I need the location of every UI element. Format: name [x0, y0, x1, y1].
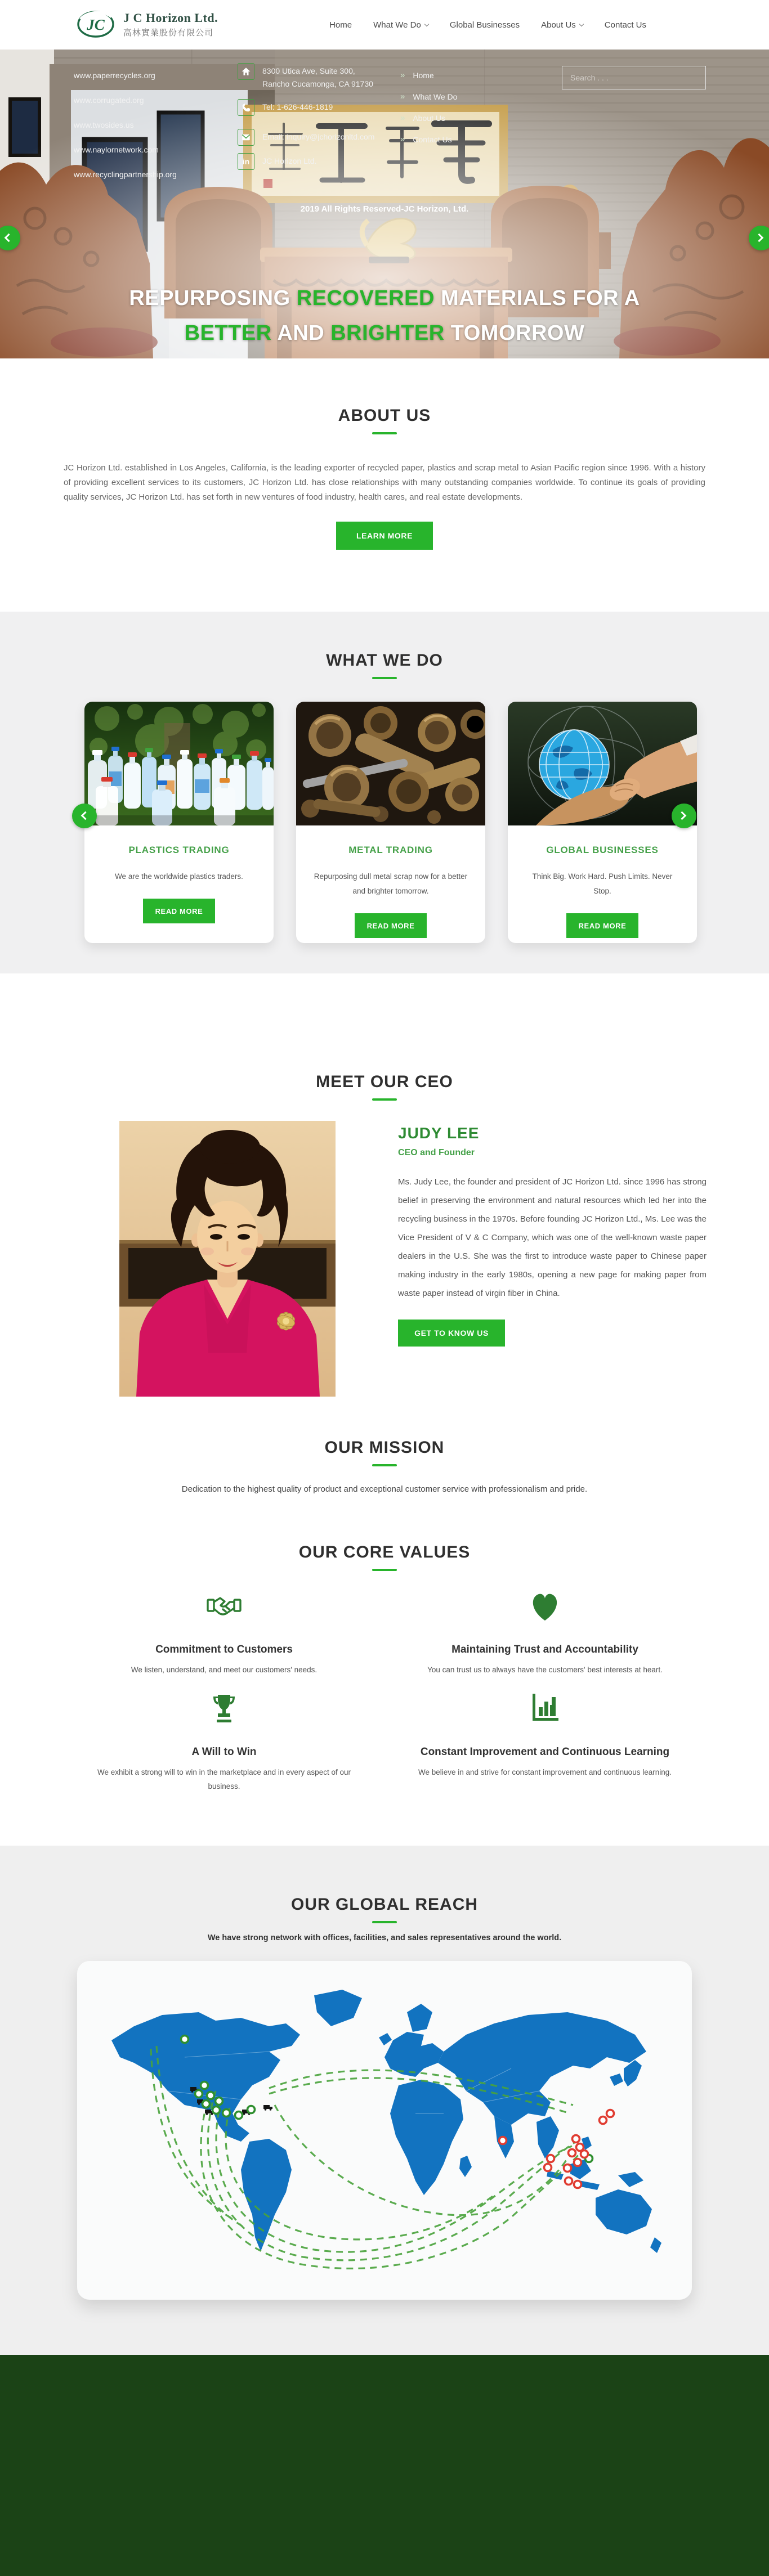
global-reach-subtitle: We have strong network with offices, facilities, and sales representatives around the world.: [207, 1933, 562, 1942]
search-input[interactable]: [562, 66, 706, 89]
news-link[interactable]: www.paperrecycles.org: [74, 71, 155, 80]
handshake-globe-photo: [508, 702, 697, 825]
company-name: J C Horizon Ltd.: [123, 10, 218, 25]
value-commitment: [64, 1588, 384, 1677]
envelope-icon: [238, 129, 254, 146]
value-title: Constant Improvement and Continuous Learning: [420, 1746, 670, 1758]
ceo-role: CEO and Founder: [398, 1148, 475, 1157]
trophy-icon: [206, 1690, 242, 1726]
company-name-chinese: 高林實業股份有限公司: [123, 28, 214, 38]
footer-nav-what-we-do[interactable]: » What We Do: [400, 92, 458, 101]
cards-next-button[interactable]: [672, 804, 696, 828]
double-chevron-icon: »: [400, 134, 405, 144]
hero-next-button[interactable]: [749, 226, 769, 250]
card-title: PLASTICS TRADING: [128, 845, 230, 855]
value-description: We believe in and strive for constant improvement and continuous learning.: [418, 1768, 672, 1776]
footer-nav-contact-us[interactable]: » Contact Us: [400, 134, 452, 144]
read-more-button[interactable]: READ MORE: [143, 899, 215, 923]
copyright: 2019 All Rights Reserved-JC Horizon, Ltd.: [300, 204, 469, 214]
chevron-down-icon: [424, 21, 429, 26]
logo-initials: JC: [87, 16, 105, 33]
cards-prev-button[interactable]: [72, 804, 97, 828]
chevron-down-icon: [579, 21, 584, 26]
contact-email-row: [238, 129, 374, 146]
value-title: Maintaining Trust and Accountability: [451, 1644, 638, 1655]
handshake-icon: [206, 1588, 242, 1624]
ceo-bio: Ms. Judy Lee, the founder and president of JC Horizon Ltd. since 1996 has strong belief in preserving the environment and natural resources which led her into the recycling business in the 1970s. Before founding JC Horizon Ltd., Ms. Lee was the Vice President of V & C Company, which was one of the well-known waste paper dealers in the U.S. She was the first to introduce waste paper to Chinese paper making industry in the early 1980s, opening a new page for making paper from waste paper instead of virgin fiber in China.: [398, 1177, 707, 1298]
hero-headline-line2: BETTER AND BRIGHTER TOMORROW: [184, 321, 585, 345]
card-description: We are the worldwide plastics traders.: [115, 872, 243, 881]
ceo-details: [398, 1124, 707, 1347]
hero-headline: [0, 281, 769, 351]
card-description: Think Big. Work Hard. Push Limits. Never Stop.: [532, 872, 673, 895]
about-section: [0, 358, 769, 612]
value-title: A Will to Win: [191, 1746, 257, 1758]
contact-address: 8300 Utica Ave, Suite 300, Rancho Cucamonga, CA 91730: [262, 66, 373, 88]
linkedin-label[interactable]: JC Horizon Ltd.: [262, 156, 317, 165]
value-trust: [384, 1588, 705, 1677]
bar-chart-icon: [527, 1690, 563, 1726]
global-reach-title: OUR GLOBAL REACH: [290, 1895, 479, 1914]
chevron-right-icon: [678, 811, 687, 820]
contact-phone[interactable]: Tel: 1-626-446-1819: [262, 102, 333, 111]
card-metal-trading[interactable]: [296, 702, 485, 943]
footer-nav-about-us[interactable]: » About Us: [400, 113, 445, 123]
title-underline: [372, 432, 397, 434]
service-cards: [84, 702, 697, 943]
title-underline: [372, 1098, 397, 1101]
get-to-know-us-button[interactable]: GET TO KNOW US: [398, 1320, 505, 1347]
ceo-mission-values-section: [0, 973, 769, 1846]
core-values-grid: [64, 1588, 705, 1793]
title-underline: [372, 1464, 397, 1466]
news-link[interactable]: www.naylornetwork.com: [74, 145, 159, 154]
core-values-title: OUR CORE VALUES: [298, 1543, 471, 1561]
contact-email[interactable]: Email: inquiry@jchorizonltd.com: [262, 132, 375, 141]
nav-item-about-us[interactable]: About Us: [541, 20, 583, 30]
chevron-left-icon: [81, 811, 90, 820]
what-we-do-title: WHAT WE DO: [326, 651, 443, 670]
about-paragraph: JC Horizon Ltd. established in Los Angeles, California, is the leading exporter of recycled paper, plastics and scrap metal to Asian Pacific region since 1996. With a history of providing excellent services to its customers, JC Horizon Ltd. has close relationships with many outstanding companies worldwide. To continue its goals of providing quality services, JC Horizon Ltd. has set forth in new ventures of food industry, health cares, and real estate developments.: [64, 463, 705, 502]
ceo-name: JUDY LEE: [398, 1124, 480, 1142]
logo-text: [123, 11, 218, 38]
mission-text: Dedication to the highest quality of product and exceptional customer service with professionalism and pride.: [181, 1484, 588, 1494]
nav-item-home[interactable]: Home: [329, 20, 352, 30]
plastic-bottles-photo: [84, 702, 274, 825]
linkedin-icon[interactable]: in: [238, 153, 254, 170]
world-map-card: [77, 1961, 692, 2300]
continents: [111, 1990, 661, 2253]
contact-linkedin-row: [238, 153, 316, 170]
news-link[interactable]: www.corrugated.org: [74, 96, 144, 105]
nav-item-what-we-do[interactable]: What We Do: [373, 20, 428, 30]
news-link[interactable]: www.twosides.us: [74, 120, 134, 129]
read-more-button[interactable]: READ MORE: [355, 913, 427, 938]
logo-mark-icon: [76, 8, 115, 41]
value-description: We exhibit a strong will to win in the marketplace and in every aspect of our business.: [97, 1768, 351, 1790]
footer-navigate-links: [400, 70, 457, 156]
card-plastics-trading[interactable]: [84, 702, 274, 943]
card-title: GLOBAL BUSINESSES: [546, 845, 659, 855]
world-map: [77, 1961, 692, 2300]
logo[interactable]: [76, 8, 218, 41]
card-title: METAL TRADING: [348, 845, 433, 855]
hero-headline-line1: REPURPOSING RECOVERED MATERIALS FOR A: [129, 286, 640, 310]
heart-icon: [527, 1588, 563, 1624]
read-more-button[interactable]: READ MORE: [566, 913, 638, 938]
card-body: [508, 825, 697, 943]
double-chevron-icon: »: [400, 113, 405, 123]
title-underline: [372, 1569, 397, 1571]
value-description: You can trust us to always have the customers' best interests at heart.: [427, 1666, 663, 1674]
mission-title: OUR MISSION: [324, 1438, 445, 1457]
value-description: We listen, understand, and meet our customers' needs.: [131, 1666, 318, 1674]
latest-news-links: [74, 71, 177, 195]
global-reach-section: [0, 1846, 769, 2355]
main-nav: [329, 0, 646, 50]
learn-more-button[interactable]: LEARN MORE: [336, 522, 433, 550]
title-underline: [372, 1921, 397, 1923]
value-improvement: [384, 1690, 705, 1793]
about-title: ABOUT US: [338, 406, 431, 425]
card-global-businesses[interactable]: [508, 702, 697, 943]
contact-address-row: [238, 63, 373, 91]
news-link[interactable]: www.recyclingpartnership.org: [74, 170, 177, 179]
phone-icon: [238, 99, 254, 116]
chevron-right-icon: [755, 234, 764, 243]
card-body: [84, 825, 274, 943]
nav-item-contact-us[interactable]: Contact Us: [604, 20, 646, 30]
card-body: [296, 825, 485, 943]
title-underline: [372, 677, 397, 679]
double-chevron-icon: »: [400, 70, 405, 80]
metal-scrap-photo: [296, 702, 485, 825]
chevron-left-icon: [5, 234, 14, 243]
value-will-to-win: [64, 1690, 384, 1793]
value-title: Commitment to Customers: [155, 1644, 293, 1655]
ceo-title: MEET OUR CEO: [316, 1072, 453, 1091]
ceo-photo: [119, 1121, 336, 1397]
contact-phone-row: [238, 99, 333, 116]
card-description: Repurposing dull metal scrap now for a better and brighter tomorrow.: [314, 872, 468, 895]
double-chevron-icon: »: [400, 92, 405, 101]
nav-item-global-businesses[interactable]: Global Businesses: [449, 20, 520, 30]
house-icon: [238, 63, 254, 80]
footer-nav-home[interactable]: » Home: [400, 70, 434, 80]
site-header: [0, 0, 769, 50]
what-we-do-section: [0, 612, 769, 973]
